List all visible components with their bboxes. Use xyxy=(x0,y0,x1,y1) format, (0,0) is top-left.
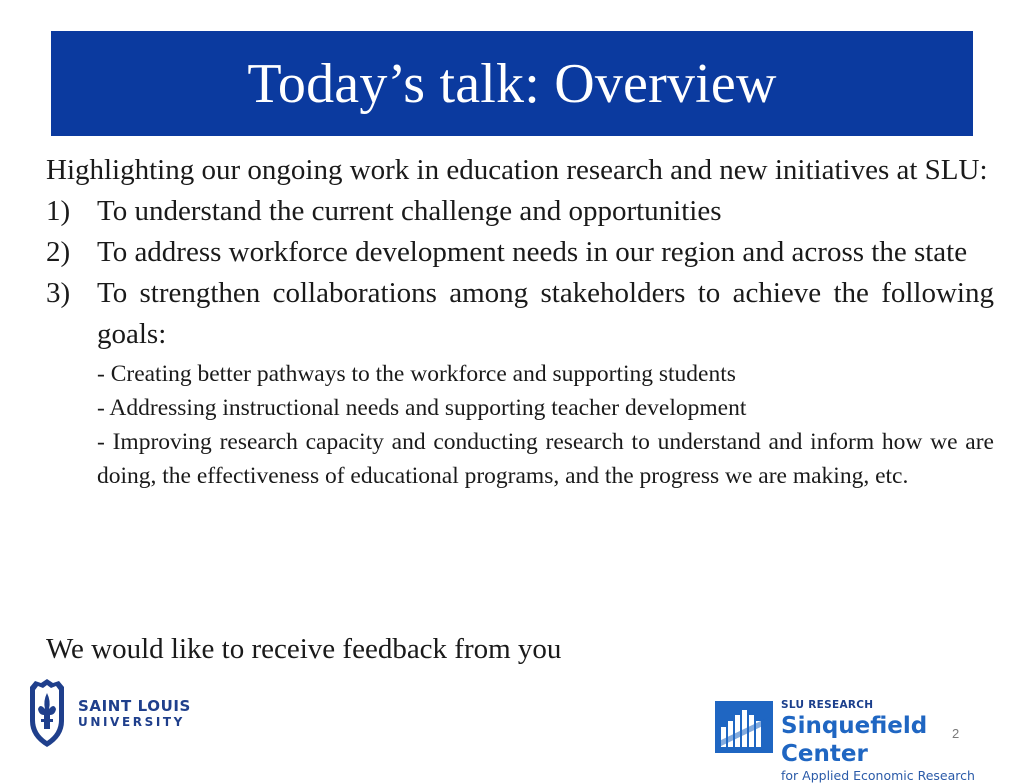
sinquefield-line3: for Applied Economic Research xyxy=(781,768,975,783)
slu-name-line1: SAINT LOUIS xyxy=(78,696,191,715)
item-text: To address workforce development needs in our region and across the state xyxy=(97,236,968,268)
title-bar xyxy=(51,31,973,136)
goal-item: - Improving research capacity and conducting research to understand and inform how we are doing, the effectiveness of educational programs, and the progress we are making, etc. xyxy=(97,429,994,489)
fleur-de-lis-shield-icon xyxy=(26,677,68,749)
slu-name-line2: UNIVERSITY xyxy=(78,714,185,729)
page-number: 2 xyxy=(952,726,960,741)
slide-body xyxy=(46,150,994,493)
item-text: To understand the current challenge and opportunities xyxy=(97,195,722,227)
bar-chart-icon xyxy=(715,701,773,753)
goal-item: - Creating better pathways to the workforce and supporting students xyxy=(97,361,736,387)
slu-wordmark xyxy=(78,697,191,730)
slide-title: Today’s talk: Overview xyxy=(247,52,777,115)
sinquefield-line2: Sinquefield Center xyxy=(781,713,928,767)
slu-logo xyxy=(26,676,226,750)
goal-item: - Addressing instructional needs and supporting teacher development xyxy=(97,395,747,421)
goals-list xyxy=(97,357,994,493)
list-item xyxy=(46,232,994,273)
list-item xyxy=(46,191,994,232)
item-number: 2) xyxy=(46,236,71,268)
sinquefield-wordmark xyxy=(781,699,995,784)
item-number: 1) xyxy=(46,195,71,227)
item-text: To strengthen collaborations among stakeholders to achieve the following goals: xyxy=(97,277,994,350)
item-number: 3) xyxy=(46,277,71,309)
list-item xyxy=(46,273,994,355)
intro-paragraph: Highlighting our ongoing work in education research and new initiatives at SLU: xyxy=(46,154,988,186)
sinquefield-line1: SLU RESEARCH xyxy=(781,699,874,711)
closing-line: We would like to receive feedback from you xyxy=(46,633,562,665)
